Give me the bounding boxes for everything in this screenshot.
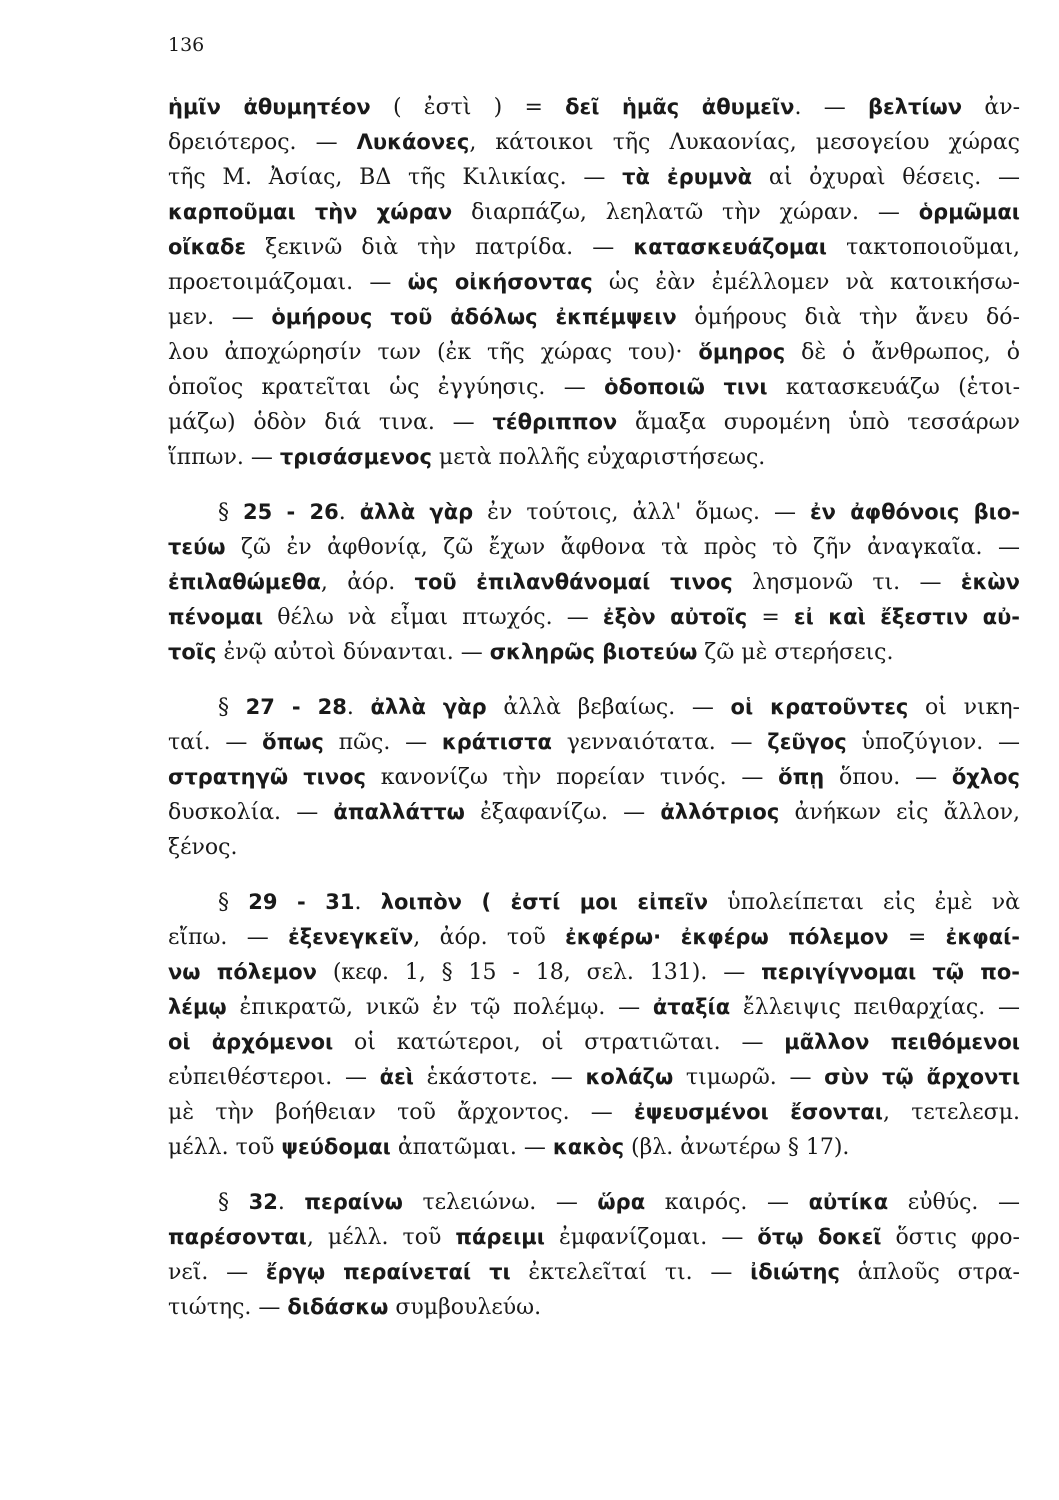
gloss-text: ζῶ μὲ στερήσεις. xyxy=(697,640,894,665)
lemma-term: ὅπως xyxy=(262,730,324,754)
lemma-term: πάρειμι xyxy=(455,1225,545,1249)
lemma-term: ζεῦγος xyxy=(767,730,847,754)
lemma-term: οἴκαδε xyxy=(168,235,247,259)
text-line xyxy=(168,955,1020,990)
lemma-term: ἐξὸν αὐτοῖς xyxy=(602,605,748,629)
text-line xyxy=(168,600,1020,635)
gloss-text: μεν. — xyxy=(168,305,272,330)
gloss-text: λου ἀποχώρησίν των (ἐκ τῆς χώρας του)· xyxy=(168,340,699,365)
gloss-text: καιρός. — xyxy=(645,1190,809,1215)
lemma-term: διδάσκω xyxy=(287,1295,389,1319)
gloss-text: ζῶ ἐν ἀφθονίᾳ, ζῶ ἔχων ἄφθονα τὰ πρὸς τὸ ζῆν ἀναγκαῖα. — xyxy=(225,535,1020,560)
text-line xyxy=(168,1095,1020,1130)
gloss-text: ( ἐστὶ ) = xyxy=(370,95,566,120)
paragraph xyxy=(168,690,1020,865)
lemma-term: 29 - 31 xyxy=(248,890,355,914)
lemma-term: ὁμήρους τοῦ ἀδόλως ἐκπέμψειν xyxy=(271,305,677,329)
paragraph xyxy=(168,885,1020,1165)
text-line xyxy=(168,725,1020,760)
gloss-text: ἅμαξα συρομένη ὑπὸ τεσσάρων xyxy=(617,410,1020,435)
lemma-term: κατασκευάζομαι xyxy=(633,235,827,259)
gloss-text: ἐπικρατῶ, νικῶ ἐν τῷ πολέμῳ. — xyxy=(226,995,653,1020)
gloss-text: ὑποζύγιον. — xyxy=(846,730,1020,755)
text-line xyxy=(168,370,1020,405)
text-line xyxy=(168,565,1020,600)
lemma-term: ἔργῳ περαίνεταί τι xyxy=(265,1260,511,1284)
text-line xyxy=(168,530,1020,565)
lemma-term: εἰ καὶ ἔξεστιν αὐ- xyxy=(793,605,1020,629)
gloss-text: εἴπω. — xyxy=(168,925,289,950)
lemma-term: τέθριππον xyxy=(492,410,618,434)
lemma-term: περαίνω xyxy=(304,1190,403,1214)
lemma-term: 32 xyxy=(248,1190,278,1214)
paragraph xyxy=(168,1185,1020,1325)
gloss-text: τιώτης. — xyxy=(168,1295,288,1320)
text-line xyxy=(168,160,1020,195)
gloss-text: ἀν- xyxy=(962,95,1020,120)
lemma-term: ἀεὶ xyxy=(379,1065,414,1089)
gloss-text: . xyxy=(354,890,381,915)
gloss-text: εὐθύς. — xyxy=(888,1190,1020,1215)
gloss-text: (βλ. ἀνωτέρω § 17). xyxy=(624,1135,850,1160)
gloss-text: ἐξαφανίζω. — xyxy=(464,800,661,825)
paragraph-gap xyxy=(168,865,1020,885)
body-text xyxy=(168,90,1020,1325)
gloss-text: , κάτοικοι τῆς Λυκαονίας, μεσογείου χώρας xyxy=(469,130,1020,155)
gloss-text: θέλω νὰ εἶμαι πτωχός. — xyxy=(263,605,603,630)
gloss-text: κανονίζω τὴν πορείαν τινός. — xyxy=(366,765,779,790)
gloss-text: μὲ τὴν βοήθειαν τοῦ ἄρχοντος. — xyxy=(168,1100,635,1125)
gloss-text: μάζω) ὁδὸν διά τινα. — xyxy=(168,410,493,435)
gloss-text: ταί. — xyxy=(168,730,263,755)
lemma-term: πένομαι xyxy=(168,605,264,629)
lemma-term: λέμῳ xyxy=(168,995,227,1019)
gloss-text: , ἀόρ. τοῦ xyxy=(413,925,566,950)
lemma-term: 27 - 28 xyxy=(245,695,347,719)
lemma-term: βελτίων xyxy=(867,95,963,119)
lemma-term: ὄχλος xyxy=(951,765,1020,789)
gloss-text: μέλλ. τοῦ xyxy=(168,1135,282,1160)
lemma-term: ὁρμῶμαι xyxy=(918,200,1020,224)
lemma-term: ὡς οἰκήσοντας xyxy=(407,270,593,294)
gloss-text: δὲ ὁ ἄνθρωπος, ὁ xyxy=(785,340,1020,365)
text-line xyxy=(168,90,1020,125)
gloss-text: τῆς Μ. Ἀσίας, ΒΔ τῆς Κιλικίας. — xyxy=(168,165,623,190)
text-line xyxy=(168,300,1020,335)
text-line xyxy=(168,795,1020,830)
lemma-term: αὐτίκα xyxy=(808,1190,889,1214)
gloss-text: κατασκευάζω (ἑτοι- xyxy=(767,375,1020,400)
lemma-term: ἰδιώτης xyxy=(750,1260,840,1284)
lemma-term: 25 - 26 xyxy=(242,500,339,524)
gloss-text: . — xyxy=(794,95,868,120)
lemma-term: σὺν τῷ ἄρχοντι xyxy=(824,1065,1020,1089)
text-line xyxy=(168,635,1020,670)
gloss-text: προετοιμάζομαι. — xyxy=(168,270,408,295)
gloss-text: μετὰ πολλῆς εὐχαριστήσεως. xyxy=(431,445,766,470)
lemma-term: ὅμηρος xyxy=(698,340,786,364)
text-line xyxy=(168,125,1020,160)
text-line xyxy=(168,690,1020,725)
gloss-text: = xyxy=(888,925,946,950)
gloss-text: ξένος. xyxy=(168,835,238,860)
lemma-term: ἀλλότριος xyxy=(660,800,780,824)
gloss-text: § xyxy=(218,1190,249,1215)
gloss-text: . xyxy=(338,500,360,525)
text-line xyxy=(168,265,1020,300)
lemma-term: σκληρῶς βιοτεύω xyxy=(489,640,698,664)
lemma-term: κολάζω xyxy=(585,1065,674,1089)
lemma-term: λοιπὸν ( ἐστί μοι εἰπεῖν xyxy=(380,890,709,914)
text-line xyxy=(168,920,1020,955)
lemma-term: ἐξενεγκεῖν xyxy=(288,925,414,949)
text-line xyxy=(168,230,1020,265)
gloss-text: γενναιότατα. — xyxy=(551,730,768,755)
lemma-term: μᾶλλον πειθόμενοι xyxy=(784,1030,1020,1054)
text-line xyxy=(168,760,1020,795)
gloss-text: ὑπολείπεται εἰς ἐμὲ νὰ xyxy=(708,890,1020,915)
text-line xyxy=(168,1185,1020,1220)
text-line xyxy=(168,1025,1020,1060)
text-line xyxy=(168,440,1020,475)
gloss-text: ὁμήρους διὰ τὴν ἄνευ δό- xyxy=(676,305,1020,330)
lemma-term: νω πόλεμον xyxy=(168,960,317,984)
gloss-text: , ἀόρ. xyxy=(320,570,415,595)
lemma-term: ὅπῃ xyxy=(778,765,825,789)
gloss-text: ἐκτελεῖταί τι. — xyxy=(510,1260,751,1285)
text-line xyxy=(168,1130,1020,1165)
gloss-text: , μέλλ. τοῦ xyxy=(306,1225,456,1250)
gloss-text: ἀνήκων εἰς ἄλλον, xyxy=(779,800,1020,825)
gloss-text: . xyxy=(277,1190,305,1215)
gloss-text: ἐν τούτοις, ἀλλ' ὅμως. — xyxy=(473,500,810,525)
lemma-term: ψεύδομαι xyxy=(281,1135,391,1159)
lemma-term: ἀπαλλάττω xyxy=(333,800,465,824)
gloss-text: ὁποῖος κρατεῖται ὡς ἐγγύησις. — xyxy=(168,375,605,400)
gloss-text: διαρπάζω, λεηλατῶ τὴν χώραν. — xyxy=(452,200,919,225)
lemma-term: τεύω xyxy=(168,535,226,559)
gloss-text: § xyxy=(218,695,246,720)
paragraph-gap xyxy=(168,670,1020,690)
gloss-text: ἁπλοῦς στρα- xyxy=(839,1260,1020,1285)
lemma-term: δεῖ ἡμᾶς ἀθυμεῖν xyxy=(565,95,795,119)
gloss-text: οἱ κατώτεροι, οἱ στρατιῶται. — xyxy=(333,1030,785,1055)
lemma-term: τοῖς xyxy=(168,640,217,664)
lemma-term: οἱ ἀρχόμενοι xyxy=(168,1030,334,1054)
lemma-term: κακὸς xyxy=(552,1135,625,1159)
lemma-term: ἀλλὰ γὰρ xyxy=(370,695,487,719)
gloss-text: συμβουλεύω. xyxy=(388,1295,542,1320)
paragraph xyxy=(168,495,1020,670)
gloss-text: δρειότερος. — xyxy=(168,130,357,155)
paragraph xyxy=(168,90,1020,475)
gloss-text: ὅπου. — xyxy=(824,765,952,790)
lemma-term: τὰ ἐρυμνὰ xyxy=(622,165,753,189)
paragraph-gap xyxy=(168,475,1020,495)
gloss-text: ἐνῷ αὐτοὶ δύνανται. — xyxy=(216,640,490,665)
lemma-term: περιγίγνομαι τῷ πο- xyxy=(761,960,1020,984)
gloss-text: λησμονῶ τι. — xyxy=(732,570,961,595)
lemma-term: ὅτῳ δοκεῖ xyxy=(757,1225,882,1249)
gloss-text: αἱ ὀχυραὶ θέσεις. — xyxy=(752,165,1020,190)
lemma-term: τρισάσμενος xyxy=(279,445,432,469)
gloss-text: ἐμφανίζομαι. — xyxy=(544,1225,758,1250)
gloss-text: τιμωρῶ. — xyxy=(673,1065,825,1090)
lemma-term: κράτιστα xyxy=(441,730,552,754)
lemma-term: ἡμῖν ἀθυμητέον xyxy=(168,95,371,119)
gloss-text: ἀλλὰ βεβαίως. — xyxy=(486,695,731,720)
gloss-text: εὐπειθέστεροι. — xyxy=(168,1065,380,1090)
gloss-text: (κεφ. 1, § 15 - 18, σελ. 131). — xyxy=(316,960,762,985)
text-line xyxy=(168,885,1020,920)
lemma-term: ἐπιλαθώμεθα xyxy=(168,570,321,594)
gloss-text: ξεκινῶ διὰ τὴν πατρίδα. — xyxy=(246,235,634,260)
lemma-term: στρατηγῶ τινος xyxy=(168,765,366,789)
lemma-term: ἐψευσμένοι ἔσονται xyxy=(634,1100,883,1124)
lemma-term: ὥρα xyxy=(597,1190,646,1214)
lemma-term: ἐκφέρω· ἐκφέρω πόλεμον xyxy=(565,925,889,949)
text-line xyxy=(168,1255,1020,1290)
gloss-text: τακτοποιοῦμαι, xyxy=(827,235,1020,260)
gloss-text: τελειώνω. — xyxy=(402,1190,598,1215)
gloss-text: . xyxy=(346,695,371,720)
gloss-text: πῶς. — xyxy=(323,730,442,755)
lemma-term: τοῦ ἐπιλανθάνομαί τινος xyxy=(414,570,733,594)
gloss-text: = xyxy=(747,605,794,630)
text-line xyxy=(168,1060,1020,1095)
lemma-term: καρποῦμαι τὴν χώραν xyxy=(168,200,453,224)
lemma-term: ὁδοποιῶ τινι xyxy=(604,375,768,399)
text-line xyxy=(168,195,1020,230)
lemma-term: ἐν ἀφθόνοις βιο- xyxy=(809,500,1020,524)
lemma-term: ἀταξία xyxy=(652,995,731,1019)
lemma-term: ἐκφαί- xyxy=(945,925,1020,949)
page-number: 136 xyxy=(168,34,205,56)
lemma-term: ἑκὼν xyxy=(960,570,1020,594)
text-line xyxy=(168,335,1020,370)
gloss-text: , τετελεσμ. xyxy=(883,1100,1020,1125)
text-line xyxy=(168,405,1020,440)
gloss-text: νεῖ. — xyxy=(168,1260,266,1285)
lemma-term: Λυκάονες xyxy=(356,130,470,154)
text-line xyxy=(168,1220,1020,1255)
gloss-text: δυσκολία. — xyxy=(168,800,334,825)
text-line xyxy=(168,1290,1020,1325)
lemma-term: οἱ κρατοῦντες xyxy=(730,695,909,719)
gloss-text: ἵππων. — xyxy=(168,445,280,470)
gloss-text: § xyxy=(218,890,249,915)
gloss-text: ὅστις φρο- xyxy=(881,1225,1020,1250)
gloss-text: § xyxy=(218,500,243,525)
text-line xyxy=(168,990,1020,1025)
text-line xyxy=(168,830,1020,865)
gloss-text: ὡς ἐὰν ἐμέλλομεν νὰ κατοικήσω- xyxy=(592,270,1020,295)
lemma-term: παρέσονται xyxy=(168,1225,307,1249)
gloss-text: ἀπατῶμαι. — xyxy=(390,1135,553,1160)
text-line xyxy=(168,495,1020,530)
paragraph-gap xyxy=(168,1165,1020,1185)
gloss-text: ἔλλειψις πειθαρχίας. — xyxy=(730,995,1020,1020)
gloss-text: οἱ νικη- xyxy=(908,695,1020,720)
lemma-term: ἀλλὰ γὰρ xyxy=(359,500,474,524)
gloss-text: ἑκάστοτε. — xyxy=(413,1065,586,1090)
